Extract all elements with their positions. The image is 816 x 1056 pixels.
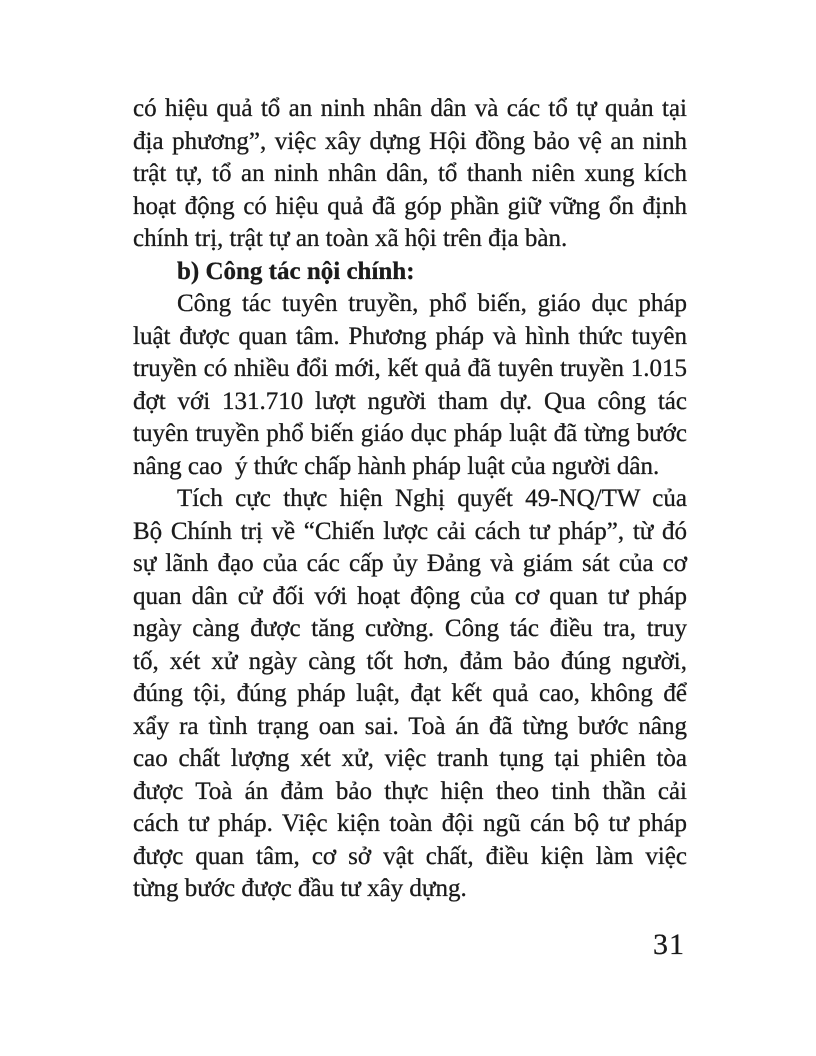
text-line: đợt với 131.710 lượt người tham dự. Qua công tác: [133, 387, 687, 415]
text-line: địa phương”, việc xây dựng Hội đồng bảo vệ an ninh: [133, 127, 687, 155]
text-line: có hiệu quả tổ an ninh nhân dân và các tổ tự quản tại: [133, 95, 687, 122]
page-number: 31: [653, 928, 685, 961]
text-line: quan dân cử đối với hoạt động của cơ quan tư pháp: [133, 582, 687, 610]
text-line: từng bước được đầu tư xây dựng.: [133, 875, 467, 902]
text-line: cao chất lượng xét xử, việc tranh tụng tại phiên tòa: [133, 745, 687, 772]
text-line: nâng cao ý thức chấp hành pháp luật của người dân.: [133, 452, 660, 480]
text-line: cách tư pháp. Việc kiện toàn đội ngũ cán bộ tư pháp: [133, 810, 687, 837]
text-line: luật được quan tâm. Phương pháp và hình thức tuyên: [133, 322, 687, 350]
text-line: được Toà án đảm bảo thực hiện theo tinh thần cải: [133, 777, 687, 805]
text-line: tố, xét xử ngày càng tốt hơn, đảm bảo đúng người,: [133, 647, 687, 675]
text-line: hoạt động có hiệu quả đã góp phần giữ vững ổn định: [133, 192, 687, 220]
text-line: được quan tâm, cơ sở vật chất, điều kiện làm việc: [133, 842, 687, 870]
text-line: đúng tội, đúng pháp luật, đạt kết quả cao, không để: [133, 680, 687, 707]
text-block: [133, 93, 687, 906]
section-heading: b) Công tác nội chính:: [177, 257, 415, 285]
text-line: xẩy ra tình trạng oan sai. Toà án đã từng bước nâng: [133, 712, 687, 740]
text-line: truyền có nhiều đổi mới, kết quả đã tuyên truyền 1.015: [133, 355, 687, 382]
text-line: Bộ Chính trị về “Chiến lược cải cách tư pháp”, từ đó: [133, 517, 687, 545]
text-line: sự lãnh đạo của các cấp ủy Đảng và giám sát của cơ: [133, 550, 687, 577]
text-line: ngày càng được tăng cường. Công tác điều tra, truy: [133, 615, 687, 642]
text-line: Tích cực thực hiện Nghị quyết 49-NQ/TW của: [177, 485, 687, 512]
text-line: tuyên truyền phổ biến giáo dục pháp luật đã từng bước: [133, 420, 687, 447]
text-line: trật tự, tổ an ninh nhân dân, tổ thanh niên xung kích: [133, 160, 687, 187]
text-line: chính trị, trật tự an toàn xã hội trên địa bàn.: [133, 225, 568, 252]
text-line: Công tác tuyên truyền, phổ biến, giáo dục pháp: [177, 290, 687, 317]
